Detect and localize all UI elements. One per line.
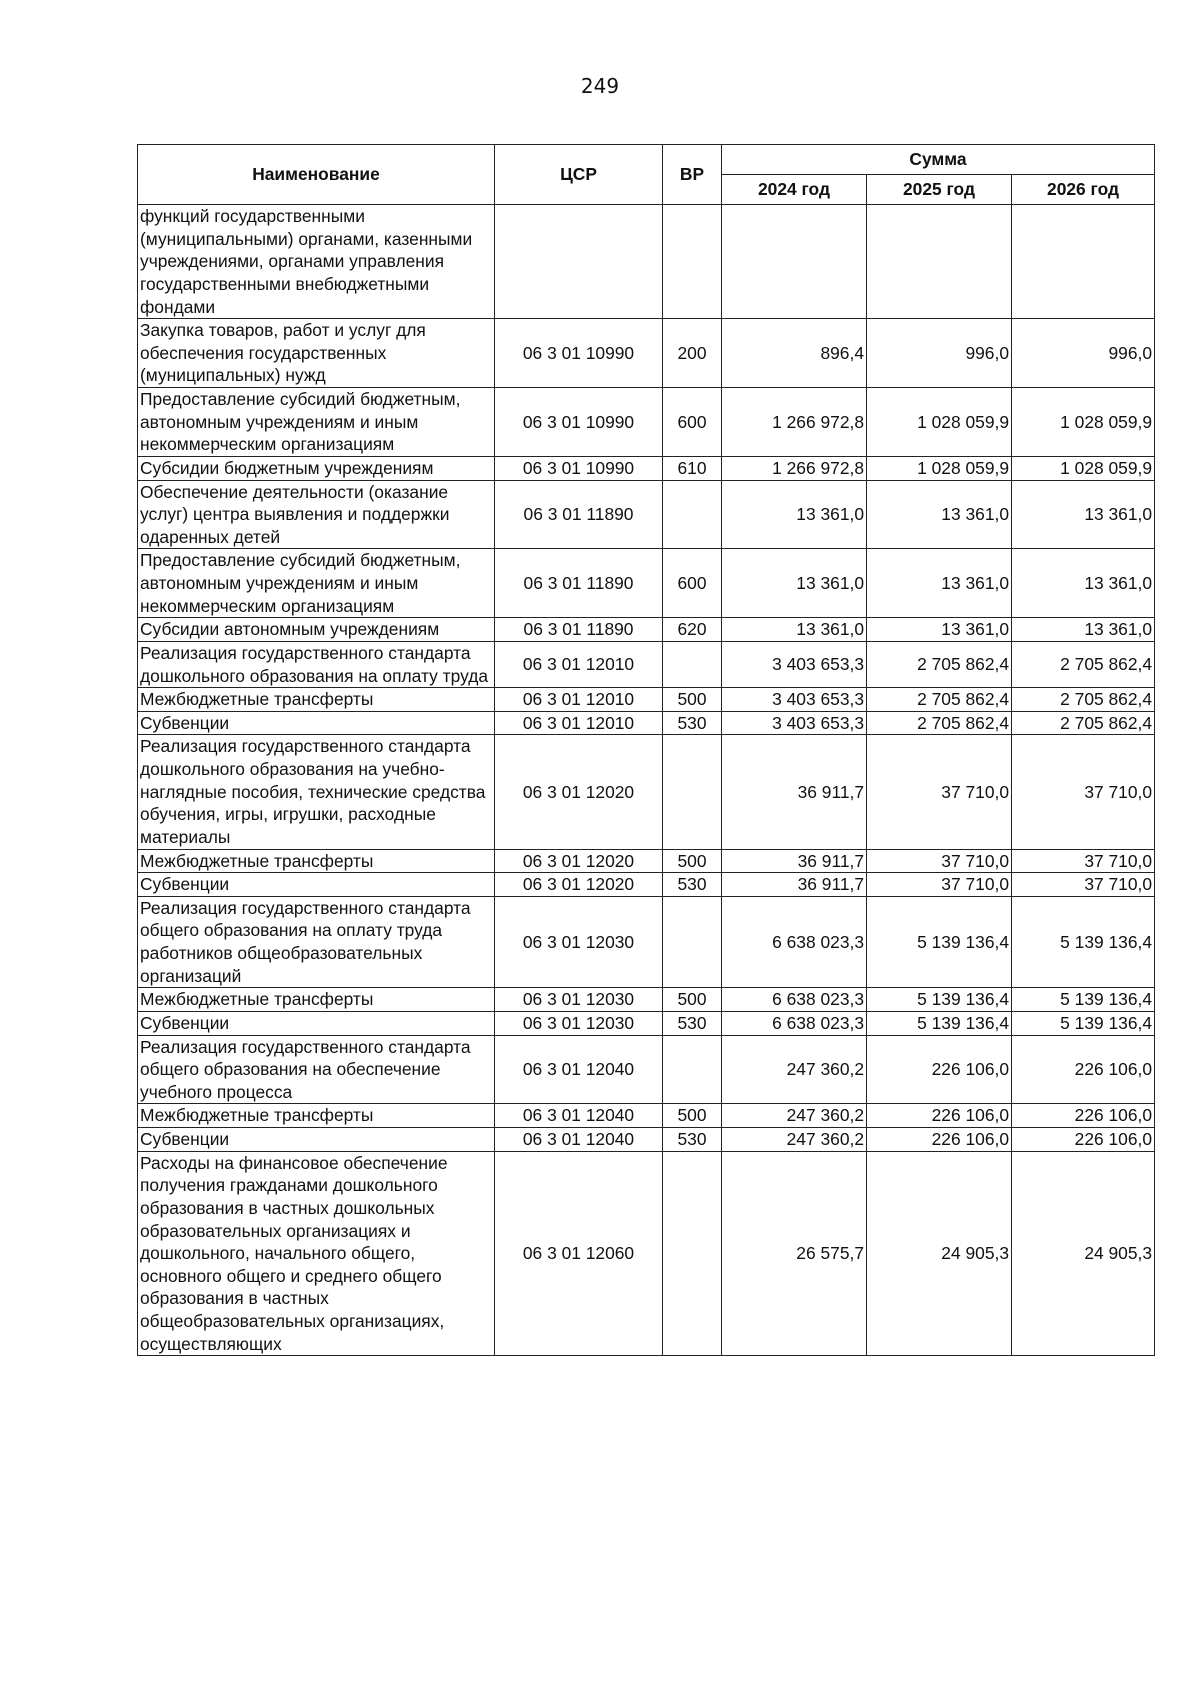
row-csr-cell: 06 3 01 12010 (495, 688, 663, 712)
row-2024-cell: 247 360,2 (722, 1128, 867, 1152)
page-number: 249 (580, 74, 620, 98)
row-name-cell: Субвенции (138, 711, 495, 735)
row-vr-cell: 620 (663, 618, 722, 642)
row-csr-cell: 06 3 01 11890 (495, 549, 663, 618)
row-2026-cell: 13 361,0 (1012, 480, 1155, 549)
row-csr-cell: 06 3 01 12010 (495, 711, 663, 735)
row-name-cell: Субвенции (138, 873, 495, 897)
row-2024-cell: 3 403 653,3 (722, 688, 867, 712)
header-year-2025: 2025 год (867, 175, 1012, 205)
row-name-cell: Расходы на финансовое обеспечение получения гражданами дошкольного образования в частных дошкольных образовательных организациях и дошкольного, начального общего, основного общего и среднего общего образования в частных общеобразовательных организациях, осуществляющих (138, 1151, 495, 1356)
row-2025-cell: 13 361,0 (867, 480, 1012, 549)
row-2025-cell: 5 139 136,4 (867, 1011, 1012, 1035)
table-row (138, 1104, 1155, 1128)
row-csr-cell: 06 3 01 12030 (495, 1011, 663, 1035)
row-csr-cell: 06 3 01 12040 (495, 1035, 663, 1104)
row-2026-cell (1012, 205, 1155, 319)
row-name-cell: Субвенции (138, 1128, 495, 1152)
row-name-cell: Обеспечение деятельности (оказание услуг) центра выявления и поддержки одаренных детей (138, 480, 495, 549)
row-vr-cell: 200 (663, 319, 722, 388)
row-name-cell: Межбюджетные трансферты (138, 688, 495, 712)
table-row (138, 388, 1155, 457)
row-2025-cell: 24 905,3 (867, 1151, 1012, 1356)
row-name-cell: функций государственными (муниципальными) органами, казенными учреждениями, органами управления государственными внебюджетными фондами (138, 205, 495, 319)
table-row (138, 688, 1155, 712)
row-2026-cell: 2 705 862,4 (1012, 711, 1155, 735)
row-csr-cell (495, 205, 663, 319)
row-2026-cell: 37 710,0 (1012, 735, 1155, 849)
header-year-2026: 2026 год (1012, 175, 1155, 205)
row-name-cell: Субсидии бюджетным учреждениям (138, 456, 495, 480)
row-csr-cell: 06 3 01 12040 (495, 1128, 663, 1152)
table-row (138, 549, 1155, 618)
row-2024-cell: 247 360,2 (722, 1035, 867, 1104)
row-2026-cell: 5 139 136,4 (1012, 988, 1155, 1012)
row-2025-cell: 2 705 862,4 (867, 641, 1012, 687)
row-2026-cell: 226 106,0 (1012, 1128, 1155, 1152)
budget-table (137, 144, 1155, 1356)
row-vr-cell (663, 205, 722, 319)
row-2025-cell: 13 361,0 (867, 549, 1012, 618)
row-2024-cell: 13 361,0 (722, 549, 867, 618)
row-2026-cell: 37 710,0 (1012, 873, 1155, 897)
row-2024-cell: 6 638 023,3 (722, 1011, 867, 1035)
table-body (138, 205, 1155, 1356)
row-2024-cell: 3 403 653,3 (722, 711, 867, 735)
row-name-cell: Субсидии автономным учреждениям (138, 618, 495, 642)
row-csr-cell: 06 3 01 12020 (495, 873, 663, 897)
header-sum: Сумма (722, 145, 1155, 175)
row-2025-cell: 2 705 862,4 (867, 711, 1012, 735)
row-2024-cell: 26 575,7 (722, 1151, 867, 1356)
row-2024-cell: 3 403 653,3 (722, 641, 867, 687)
header-csr: ЦСР (495, 145, 663, 205)
table-header (138, 145, 1155, 205)
table-row (138, 618, 1155, 642)
row-vr-cell (663, 641, 722, 687)
table-row (138, 319, 1155, 388)
table-row (138, 456, 1155, 480)
table-row (138, 988, 1155, 1012)
table-row (138, 1011, 1155, 1035)
row-2024-cell: 896,4 (722, 319, 867, 388)
row-2025-cell: 37 710,0 (867, 735, 1012, 849)
row-name-cell: Реализация государственного стандарта дошкольного образования на учебно-наглядные пособия, технические средства обучения, игры, игрушки, расходные материалы (138, 735, 495, 849)
table-row (138, 849, 1155, 873)
row-2025-cell: 5 139 136,4 (867, 988, 1012, 1012)
row-2026-cell: 996,0 (1012, 319, 1155, 388)
row-csr-cell: 06 3 01 12020 (495, 735, 663, 849)
row-vr-cell: 500 (663, 688, 722, 712)
row-vr-cell: 530 (663, 1011, 722, 1035)
row-2024-cell: 36 911,7 (722, 735, 867, 849)
row-name-cell: Реализация государственного стандарта общего образования на обеспечение учебного процесса (138, 1035, 495, 1104)
row-vr-cell: 600 (663, 388, 722, 457)
row-name-cell: Закупка товаров, работ и услуг для обеспечения государственных (муниципальных) нужд (138, 319, 495, 388)
row-2025-cell: 2 705 862,4 (867, 688, 1012, 712)
row-2024-cell: 1 266 972,8 (722, 388, 867, 457)
table-row (138, 641, 1155, 687)
row-name-cell: Межбюджетные трансферты (138, 849, 495, 873)
row-vr-cell: 500 (663, 1104, 722, 1128)
table-row (138, 1035, 1155, 1104)
row-2026-cell: 13 361,0 (1012, 618, 1155, 642)
row-csr-cell: 06 3 01 12010 (495, 641, 663, 687)
row-2025-cell: 37 710,0 (867, 849, 1012, 873)
row-2025-cell: 5 139 136,4 (867, 896, 1012, 988)
row-2024-cell: 6 638 023,3 (722, 896, 867, 988)
table-row (138, 896, 1155, 988)
row-csr-cell: 06 3 01 12030 (495, 896, 663, 988)
row-2025-cell: 37 710,0 (867, 873, 1012, 897)
row-name-cell: Субвенции (138, 1011, 495, 1035)
row-vr-cell (663, 1035, 722, 1104)
row-csr-cell: 06 3 01 11890 (495, 480, 663, 549)
row-csr-cell: 06 3 01 10990 (495, 319, 663, 388)
table-row (138, 1151, 1155, 1356)
row-2026-cell: 37 710,0 (1012, 849, 1155, 873)
row-2025-cell (867, 205, 1012, 319)
row-2026-cell: 5 139 136,4 (1012, 1011, 1155, 1035)
row-2026-cell: 2 705 862,4 (1012, 641, 1155, 687)
row-vr-cell: 530 (663, 1128, 722, 1152)
row-name-cell: Предоставление субсидий бюджетным, автономным учреждениям и иным некоммерческим организациям (138, 549, 495, 618)
row-csr-cell: 06 3 01 12030 (495, 988, 663, 1012)
row-2024-cell: 13 361,0 (722, 480, 867, 549)
row-csr-cell: 06 3 01 10990 (495, 456, 663, 480)
table-row (138, 480, 1155, 549)
row-2025-cell: 226 106,0 (867, 1104, 1012, 1128)
row-2026-cell: 1 028 059,9 (1012, 388, 1155, 457)
row-2024-cell: 6 638 023,3 (722, 988, 867, 1012)
row-2025-cell: 996,0 (867, 319, 1012, 388)
row-vr-cell (663, 480, 722, 549)
row-2025-cell: 226 106,0 (867, 1035, 1012, 1104)
row-2025-cell: 1 028 059,9 (867, 388, 1012, 457)
row-vr-cell: 500 (663, 988, 722, 1012)
row-2026-cell: 24 905,3 (1012, 1151, 1155, 1356)
row-2025-cell: 13 361,0 (867, 618, 1012, 642)
row-2025-cell: 226 106,0 (867, 1128, 1012, 1152)
row-csr-cell: 06 3 01 12060 (495, 1151, 663, 1356)
row-vr-cell: 530 (663, 711, 722, 735)
row-csr-cell: 06 3 01 12020 (495, 849, 663, 873)
row-2024-cell: 36 911,7 (722, 873, 867, 897)
row-name-cell: Предоставление субсидий бюджетным, автономным учреждениям и иным некоммерческим организациям (138, 388, 495, 457)
row-2026-cell: 13 361,0 (1012, 549, 1155, 618)
table-row (138, 1128, 1155, 1152)
row-2026-cell: 226 106,0 (1012, 1104, 1155, 1128)
row-name-cell: Межбюджетные трансферты (138, 1104, 495, 1128)
row-2025-cell: 1 028 059,9 (867, 456, 1012, 480)
row-csr-cell: 06 3 01 11890 (495, 618, 663, 642)
row-vr-cell: 530 (663, 873, 722, 897)
row-vr-cell (663, 735, 722, 849)
row-2024-cell: 247 360,2 (722, 1104, 867, 1128)
row-name-cell: Реализация государственного стандарта общего образования на оплату труда работников общеобразовательных организаций (138, 896, 495, 988)
row-vr-cell: 500 (663, 849, 722, 873)
row-csr-cell: 06 3 01 10990 (495, 388, 663, 457)
row-2026-cell: 1 028 059,9 (1012, 456, 1155, 480)
row-vr-cell: 600 (663, 549, 722, 618)
table-row (138, 735, 1155, 849)
row-vr-cell (663, 1151, 722, 1356)
row-2026-cell: 5 139 136,4 (1012, 896, 1155, 988)
row-2024-cell: 36 911,7 (722, 849, 867, 873)
row-name-cell: Реализация государственного стандарта дошкольного образования на оплату труда (138, 641, 495, 687)
row-2024-cell (722, 205, 867, 319)
row-csr-cell: 06 3 01 12040 (495, 1104, 663, 1128)
table-row (138, 873, 1155, 897)
header-vr: ВР (663, 145, 722, 205)
header-name: Наименование (138, 145, 495, 205)
row-2026-cell: 226 106,0 (1012, 1035, 1155, 1104)
table-row (138, 711, 1155, 735)
row-vr-cell (663, 896, 722, 988)
header-year-2024: 2024 год (722, 175, 867, 205)
row-vr-cell: 610 (663, 456, 722, 480)
row-2024-cell: 1 266 972,8 (722, 456, 867, 480)
row-2024-cell: 13 361,0 (722, 618, 867, 642)
row-2026-cell: 2 705 862,4 (1012, 688, 1155, 712)
table-row (138, 205, 1155, 319)
row-name-cell: Межбюджетные трансферты (138, 988, 495, 1012)
